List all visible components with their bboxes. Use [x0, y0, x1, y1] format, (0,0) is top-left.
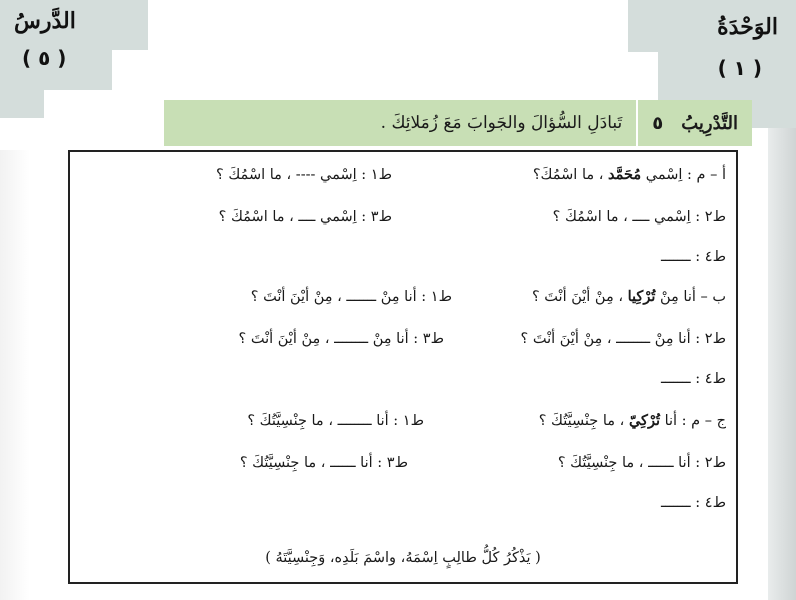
unit-title: الوَحْدَةُ — [717, 14, 778, 40]
bold-name: مُحَمَّد — [608, 166, 642, 183]
exercise-instruction: تَبادَلِ السُّؤالَ والجَوابَ مَعَ زُمَلائِكَ . — [380, 113, 623, 133]
line-c1-left: ط١ : أنا ــــــــ ، ما جِنْسِيَّتُكَ ؟ — [247, 413, 424, 429]
line-b1-right: ب – أنا مِنْ تُرْكِيا ، مِنْ أيْنَ أنْتَ ؟ — [532, 288, 726, 305]
header-divider — [636, 100, 638, 146]
page-shadow — [0, 150, 30, 600]
line-c1-right: ج – م : أنا تُرْكِيّ ، ما جِنْسِيَّتُكَ ؟ — [538, 412, 726, 429]
line-b2-left: ط٣ : أنا مِنْ ــــــــ ، مِنْ أيْنَ أنْتَ ؟ — [238, 331, 444, 347]
exercise-note: ( يَذْكُرُ كُلُّ طالِبٍ اِسْمَهُ، واسْمَ بَلَدِه، وَجِنْسِيَّتَهُ ) — [265, 550, 541, 566]
exercise-header — [164, 100, 752, 146]
line-b3-right: ط٤ : ـــــــ — [660, 371, 726, 387]
bold-nationality: تُرْكِيّ — [628, 412, 660, 429]
line-a1-left: ط١ : اِسْمي ---- ، ما اسْمُكَ ؟ — [216, 167, 392, 183]
line-b1-left: ط١ : أنا مِنْ ـــــــ ، مِنْ أيْنَ أنْتَ ؟ — [250, 289, 452, 305]
line-a3-right: ط٤ : ـــــــ — [660, 249, 726, 265]
bold-country: تُرْكِيا — [627, 288, 656, 305]
line-b2-right: ط٢ : أنا مِنْ ــــــــ ، مِنْ أيْنَ أنْتَ ؟ — [520, 331, 726, 347]
exercise-label: التَّدْرِيبُ — [681, 112, 738, 134]
lesson-badge — [0, 0, 150, 120]
lesson-title: الدَّرسُ — [14, 8, 76, 34]
lesson-number: ( ٥ ) — [22, 46, 67, 70]
line-a1-right: أ – م : اِسْمي مُحَمَّد ، ما اسْمُكَ؟ — [532, 166, 726, 183]
line-c2-right: ط٢ : أنا ــــــ ، ما جِنْسِيَّتُكَ ؟ — [557, 455, 726, 471]
line-c2-left: ط٣ : أنا ــــــ ، ما جِنْسِيَّتُكَ ؟ — [239, 455, 408, 471]
line-a2-right: ط٢ : اِسْمي ــــ ، ما اسْمُكَ ؟ — [552, 209, 726, 225]
exercise-box — [68, 150, 738, 584]
exercise-number: ٥ — [652, 112, 664, 134]
line-c3-right: ط٤ : ـــــــ — [660, 495, 726, 511]
line-a2-left: ط٣ : اِسْمي ــــ ، ما اسْمُكَ ؟ — [218, 209, 392, 225]
unit-number: ( ١ ) — [717, 56, 762, 80]
